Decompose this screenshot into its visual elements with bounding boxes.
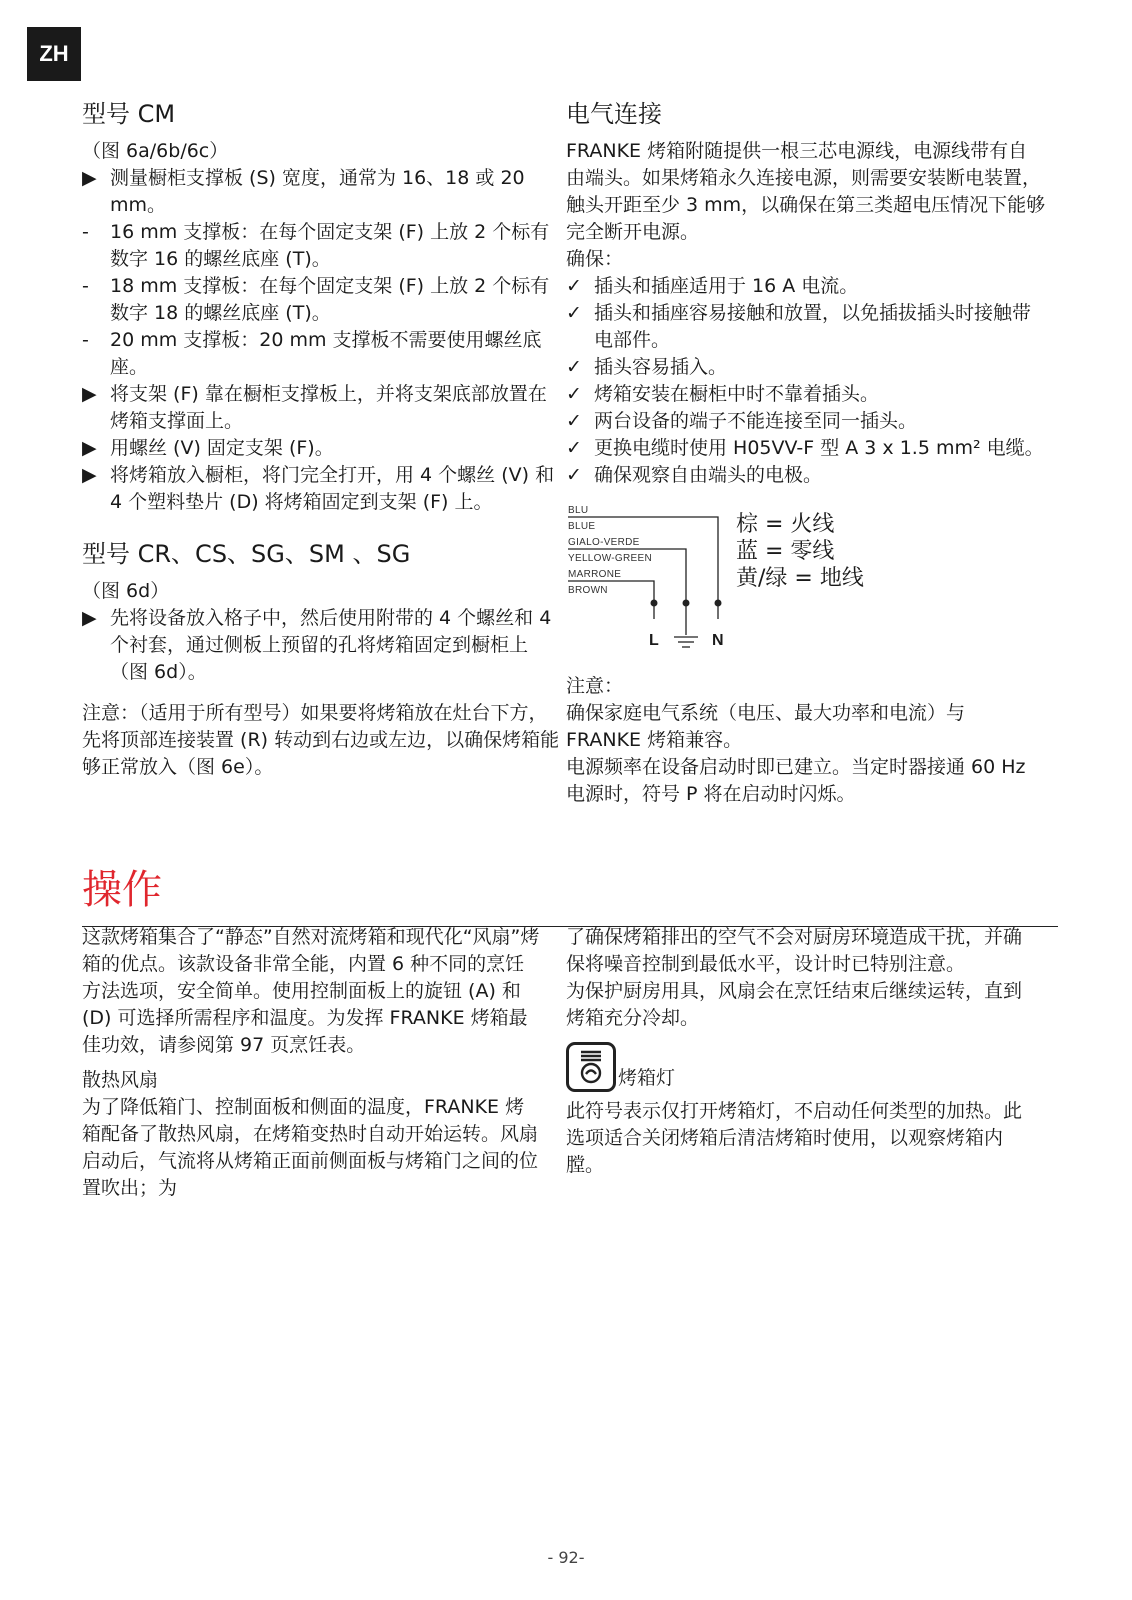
list-item-text: 18 mm 支撑板：在每个固定支架 (F) 上放 2 个标有数字 18 的螺丝底座 (T)。 bbox=[110, 275, 550, 324]
check-item bbox=[566, 381, 1046, 408]
check-item bbox=[566, 300, 1046, 354]
check-item-text: 插头容易插入。 bbox=[594, 356, 728, 378]
fan-cooldown-text: 为保护厨房用具，风扇会在烹饪结束后继续运转，直到烤箱充分冷却。 bbox=[566, 980, 1023, 1029]
ensure-label: 确保： bbox=[566, 248, 624, 270]
model-cm-ref: （图 6a/6b/6c） bbox=[82, 140, 229, 162]
model-cr-title: 型号 CR、CS、SG、SM 、SG bbox=[82, 540, 411, 568]
list-item bbox=[82, 605, 562, 686]
installation-note: 注意：（适用于所有型号）如果要将烤箱放在灶台下方，先将顶部连接装置 (R) 转动到右边或左边，以确保烤箱能够正常放入（图 6e）。 bbox=[82, 702, 560, 778]
check-mark-icon: ✓ bbox=[566, 302, 582, 324]
dash-bullet: - bbox=[82, 329, 89, 351]
model-cm-title: 型号 CM bbox=[82, 100, 176, 128]
arrow-bullet-icon: ▶ bbox=[82, 607, 97, 629]
oven-lamp-icon bbox=[566, 1042, 616, 1092]
list-item bbox=[82, 219, 562, 273]
wire-legend bbox=[736, 511, 864, 592]
cooling-fan-title: 散热风扇 bbox=[82, 1069, 159, 1091]
list-item bbox=[82, 435, 562, 462]
list-item-text: 先将设备放入格子中，然后使用附带的 4 个螺丝和 4 个衬套，通过侧板上预留的孔将烤箱固定到橱柜上（图 6d）。 bbox=[110, 607, 552, 683]
wire-label: MARRONE bbox=[568, 569, 622, 580]
terminal-n-label: N bbox=[712, 632, 724, 649]
list-item-text: 将烤箱放入橱柜，将门完全打开，用 4 个螺丝 (V) 和 4 个塑料垫片 (D) 将烤箱固定到支架 (F) 上。 bbox=[110, 464, 555, 513]
list-item-text: 将支架 (F) 靠在橱柜支撑板上，并将支架底部放置在烤箱支撑面上。 bbox=[110, 383, 547, 432]
dash-bullet: - bbox=[82, 221, 89, 243]
check-item bbox=[566, 462, 1046, 489]
wire-label: GIALO-VERDE bbox=[568, 537, 640, 548]
wire-label: BROWN bbox=[568, 585, 608, 596]
list-item bbox=[82, 381, 562, 435]
arrow-bullet-icon: ▶ bbox=[82, 437, 97, 459]
check-mark-icon: ✓ bbox=[566, 383, 582, 405]
check-item bbox=[566, 273, 1046, 300]
wire-label: BLUE bbox=[568, 521, 596, 532]
fan-text-continued: 了确保烤箱排出的空气不会对厨房环境造成干扰，并确保将噪音控制到最低水平，设计时已特别注意。 bbox=[566, 926, 1023, 975]
check-item-text: 两台设备的端子不能连接至同一插头。 bbox=[594, 410, 918, 432]
check-item-text: 确保观察自由端头的电极。 bbox=[594, 464, 823, 486]
check-item bbox=[566, 354, 1046, 381]
column-installation bbox=[82, 98, 562, 781]
legend-blue: 蓝 = 零线 bbox=[736, 539, 835, 564]
legend-yellow-green: 黄/绿 = 地线 bbox=[736, 566, 864, 591]
legend-brown: 棕 = 火线 bbox=[736, 512, 835, 537]
wire-label: BLU bbox=[568, 505, 589, 516]
electrical-title: 电气连接 bbox=[566, 100, 662, 128]
list-item-text: 16 mm 支撑板：在每个固定支架 (F) 上放 2 个标有数字 16 的螺丝底座 (T)。 bbox=[110, 221, 550, 270]
oven-lamp-heading bbox=[566, 1042, 1026, 1092]
check-mark-icon: ✓ bbox=[566, 464, 582, 486]
model-cr-steps bbox=[82, 605, 562, 686]
check-mark-icon: ✓ bbox=[566, 437, 582, 459]
electrical-note-1: 确保家庭电气系统（电压、最大功率和电流）与 FRANKE 烤箱兼容。 bbox=[566, 702, 966, 751]
arrow-bullet-icon: ▶ bbox=[82, 464, 97, 486]
electrical-note-2: 电源频率在设备启动时即已建立。当定时器接通 60 Hz 电源时，符号 P 将在启动时闪烁。 bbox=[566, 756, 1026, 805]
list-item-text: 用螺丝 (V) 固定支架 (F)。 bbox=[110, 437, 334, 459]
check-mark-icon: ✓ bbox=[566, 356, 582, 378]
cooling-fan-text: 为了降低箱门、控制面板和侧面的温度，FRANKE 烤箱配备了散热风扇，在烤箱变热时自动开始运转。风扇启动后，气流将从烤箱正面前侧面板与烤箱门之间的位置吹出；为 bbox=[82, 1096, 539, 1199]
check-item-text: 插头和插座适用于 16 A 电流。 bbox=[594, 275, 859, 297]
operation-section-title: 操作 bbox=[82, 867, 162, 913]
column-operation-right bbox=[566, 924, 1026, 1179]
list-item bbox=[82, 462, 562, 516]
electrical-intro: FRANKE 烤箱附随提供一根三芯电源线，电源线带有自由端头。如果烤箱永久连接电源，则需要安装断电装置，触头开距至少 3 mm，以确保在第三类超电压情况下能够完全断开电源。 bbox=[566, 140, 1046, 243]
column-electrical bbox=[566, 98, 1046, 808]
operation-intro: 这款烤箱集合了“静态”自然对流烤箱和现代化“风扇”烤箱的优点。该款设备非常全能，内置 6 种不同的烹饪方法选项，安全简单。使用控制面板上的旋钮 (A) 和 (D) 可选择所需程序和温度。为发挥 FRANKE 烤箱最佳功效，请参阅第 97 页烹饪表。 bbox=[82, 926, 540, 1056]
list-item-text: 20 mm 支撑板：20 mm 支撑板不需要使用螺丝底座。 bbox=[110, 329, 542, 378]
model-cr-ref: （图 6d） bbox=[82, 580, 170, 602]
list-item bbox=[82, 165, 562, 219]
list-item-text: 测量橱柜支撑板 (S) 宽度，通常为 16、18 或 20 mm。 bbox=[110, 167, 525, 216]
check-item-text: 烤箱安装在橱柜中时不靠着插头。 bbox=[594, 383, 880, 405]
page-number: - 92- bbox=[547, 1548, 585, 1567]
check-item-text: 更换电缆时使用 H05VV-F 型 A 3 x 1.5 mm² 电缆。 bbox=[594, 437, 1044, 459]
oven-lamp-title: 烤箱灯 bbox=[618, 1067, 676, 1089]
model-cm-steps bbox=[82, 165, 562, 516]
list-item bbox=[82, 273, 562, 327]
arrow-bullet-icon: ▶ bbox=[82, 383, 97, 405]
arrow-bullet-icon: ▶ bbox=[82, 167, 97, 189]
column-operation-left bbox=[82, 924, 542, 1202]
language-tab: ZH bbox=[27, 27, 81, 81]
wiring-diagram bbox=[566, 503, 1046, 663]
check-item-text: 插头和插座容易接触和放置，以免插拔插头时接触带电部件。 bbox=[594, 302, 1032, 351]
wire-label: YELLOW-GREEN bbox=[568, 553, 652, 564]
check-item bbox=[566, 408, 1046, 435]
dash-bullet: - bbox=[82, 275, 89, 297]
list-item bbox=[82, 327, 562, 381]
check-mark-icon: ✓ bbox=[566, 410, 582, 432]
ensure-checklist bbox=[566, 273, 1046, 489]
check-mark-icon: ✓ bbox=[566, 275, 582, 297]
terminal-l-label: L bbox=[649, 632, 659, 649]
check-item bbox=[566, 435, 1046, 462]
oven-lamp-text: 此符号表示仅打开烤箱灯，不启动任何类型的加热。此选项适合关闭烤箱后清洁烤箱时使用，以观察烤箱内膛。 bbox=[566, 1100, 1023, 1176]
electrical-note-title: 注意： bbox=[566, 675, 624, 697]
